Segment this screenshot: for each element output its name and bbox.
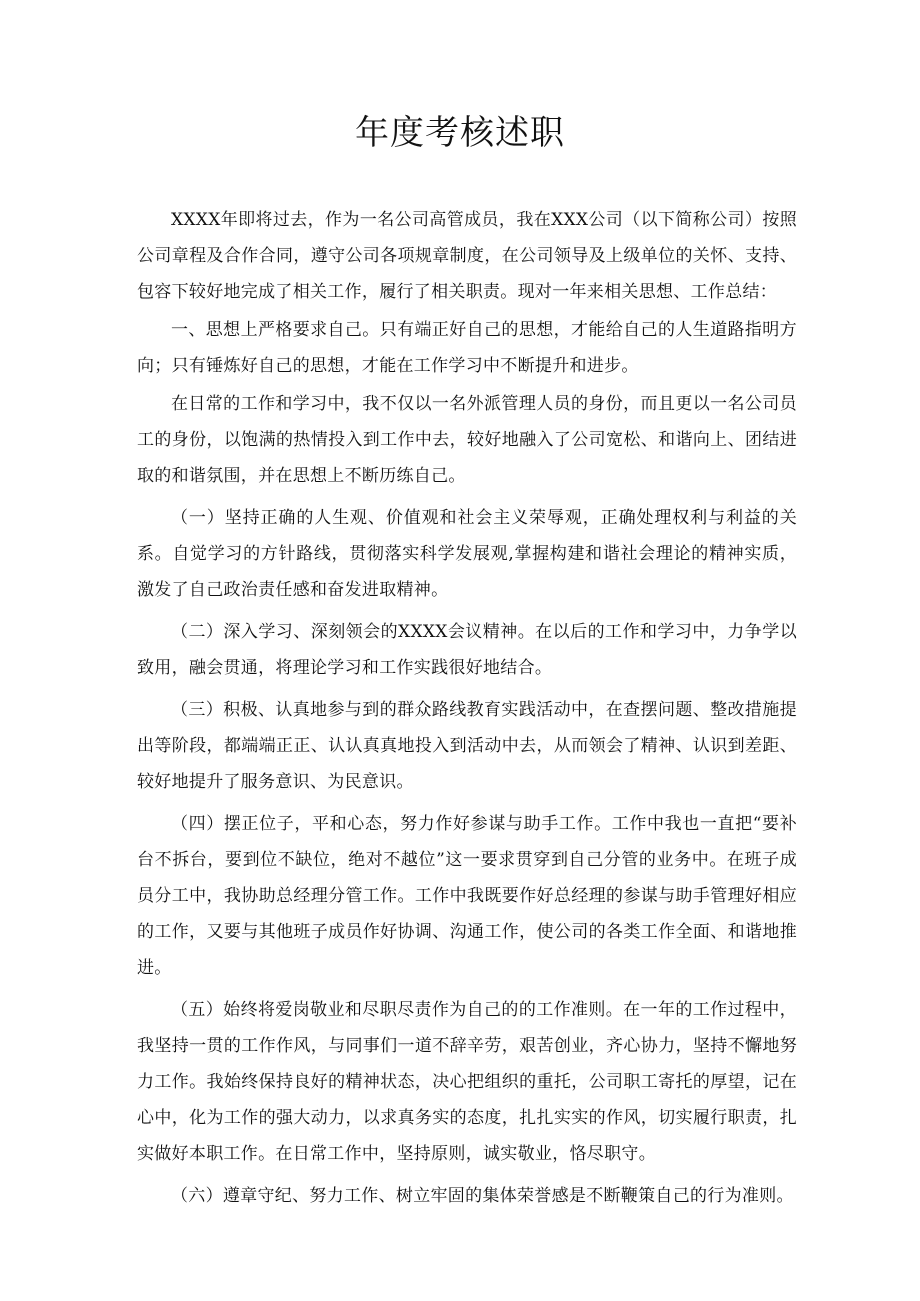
paragraph-item-2: （二）深入学习、深刻领会的XXXX会议精神。在以后的工作和学习中，力争学以致用，融会贯通，将理论学习和工作实践很好地结合。 [137,622,797,678]
paragraph-daily-work: 在日常的工作和学习中，我不仅以一名外派管理人员的身份，而且更以一名公司员工的身份，以饱满的热情投入到工作中去，较好地融入了公司宽松、和谐向上、团结进取的和谐氛围，并在思想上不断历练自己。 [137,394,797,486]
document-body [137,202,797,1214]
paragraph-item-3: （三）积极、认真地参与到的群众路线教育实践活动中，在查摆问题、整改措施提出等阶段，都端端正正、认认真真地投入到活动中去，从而领会了精神、认识到差距、较好地提升了服务意识、为民意识。 [137,700,797,792]
paragraph-item-1: （一）坚持正确的人生观、价值观和社会主义荣辱观，正确处理权利与利益的关系。自觉学习的方针路线，贯彻落实科学发展观,掌握构建和谐社会理论的精神实质，激发了自己政治责任感和奋发进取精神。 [137,508,797,600]
paragraph-item-5: （五）始终将爱岗敬业和尽职尽责作为自己的的工作准则。在一年的工作过程中，我坚持一贯的工作作风，与同事们一道不辞辛劳，艰苦创业，齐心协力，坚持不懈地努力工作。我始终保持良好的精神状态，决心把组织的重托，公司职工寄托的厚望，记在心中，化为工作的强大动力，以求真务实的态度，扎扎实实的作风，切实履行职责，扎实做好本职工作。在日常工作中，坚持原则，诚实敬业，恪尽职守。 [137,1000,797,1164]
paragraph-item-6: （六）遵章守纪、努力工作、树立牢固的集体荣誉感是不断鞭策自己的行为准则。 [171,1186,794,1206]
paragraph-item-4: （四）摆正位子，平和心态，努力作好参谋与助手工作。工作中我也一直把“要补台不拆台，要到位不缺位，绝对不越位”这一要求贯穿到自己分管的业务中。在班子成员分工中，我协助总经理分管工作。工作中我既要作好总经理的参谋与助手管理好相应的工作，又要与其他班子成员作好协调、沟通工作，使公司的各类工作全面、和谐地推进。 [137,814,797,978]
paragraph-section-1: 一、思想上严格要求自己。只有端正好自己的思想，才能给自己的人生道路指明方向；只有锤炼好自己的思想，才能在工作学习中不断提升和进步。 [137,320,797,376]
document-title: 年度考核述职 [355,113,565,153]
paragraph-intro: XXXX年即将过去，作为一名公司高管成员，我在XXX公司（以下简称公司）按照公司章程及合作合同，遵守公司各项规章制度，在公司领导及上级单位的关怀、支持、包容下较好地完成了相关工作，履行了相关职责。现对一年来相关思想、工作总结： [137,210,797,302]
